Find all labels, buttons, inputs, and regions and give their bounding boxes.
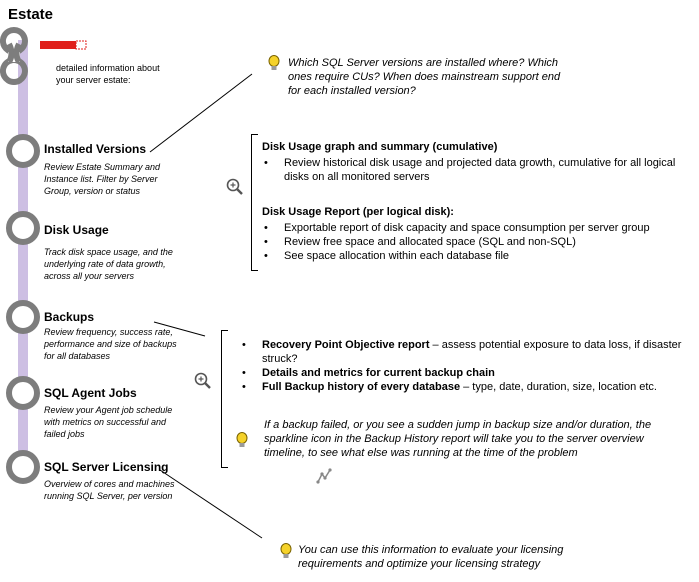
- list-text: – type, date, duration, size, location etc.: [460, 381, 657, 393]
- backups-bullets: [240, 338, 695, 394]
- list-item: • See space allocation within each database file: [262, 249, 698, 263]
- bold-text: Recovery Point Objective report: [262, 339, 430, 351]
- sparkline-icon: [316, 468, 332, 484]
- list-item: [240, 380, 695, 394]
- step-desc: Review your Agent job schedule with metrics on successful and failed jobs: [44, 405, 173, 439]
- page-title: Estate: [8, 6, 54, 23]
- step-title: Installed Versions: [44, 142, 147, 156]
- disk-bracket: [251, 134, 258, 271]
- bold-text: Details and metrics for current backup chain: [262, 367, 495, 379]
- backups-bracket: [221, 330, 228, 468]
- magnifier-icon: [194, 372, 212, 390]
- list-item: [240, 338, 695, 366]
- step-desc: Track disk space usage, and the underlying rate of data growth, across all your servers: [44, 247, 173, 281]
- step-title: SQL Server Licensing: [44, 460, 169, 474]
- step-desc: Review frequency, success rate, performance and size of backups for all databases: [44, 327, 177, 361]
- lightbulb-icon: [236, 432, 248, 449]
- step-desc: Overview of cores and machines running SQL Server, per version: [44, 479, 175, 501]
- disk-report-bullets: [262, 221, 698, 263]
- bold-text: Full Backup history of every database: [262, 381, 461, 393]
- versions-tip: Which SQL Server versions are installed where? Which ones require CUs? When does mainstream support end for each installed version?: [288, 57, 561, 97]
- list-text: – assess potential exposure to data loss, if disaster struck?: [262, 339, 682, 365]
- lightbulb-icon: [280, 543, 292, 560]
- list-item: • Exportable report of disk capacity and space consumption per server group: [262, 221, 698, 235]
- disk-report-section: [262, 206, 698, 263]
- list-item: • Review historical disk usage and projected data growth, cumulative for all logical disks on all monitored servers: [262, 156, 698, 184]
- step-title: Disk Usage: [44, 223, 109, 237]
- disk-graph-title: Disk Usage graph and summary (cumulative): [262, 141, 498, 153]
- tip-text: If a backup failed, or you see a sudden jump in backup size and/or duration, the sparkline icon in the Backup History report will take you to the server overview timeline, to see what else was running at the time of the problem: [264, 419, 652, 459]
- list-item: • Review free space and allocated space (SQL and non-SQL): [262, 235, 698, 249]
- disk-report-title: Disk Usage Report (per logical disk):: [262, 206, 454, 218]
- magnifier-icon: [226, 178, 244, 196]
- licensing-tip: You can use this information to evaluate your licensing requirements and optimize your licensing strategy: [298, 544, 564, 570]
- list-item: [240, 366, 695, 380]
- step-desc: Review Estate Summary and Instance list. Filter by Server Group, version or status: [44, 162, 161, 196]
- step-title: SQL Agent Jobs: [44, 386, 137, 400]
- disk-graph-section: [262, 141, 698, 184]
- backups-tip: [264, 418, 664, 460]
- disk-graph-bullets: [262, 156, 698, 184]
- lightbulb-icon: [268, 55, 280, 72]
- step-title: Backups: [44, 310, 95, 324]
- intro-text: detailed information about your server estate:: [56, 63, 160, 85]
